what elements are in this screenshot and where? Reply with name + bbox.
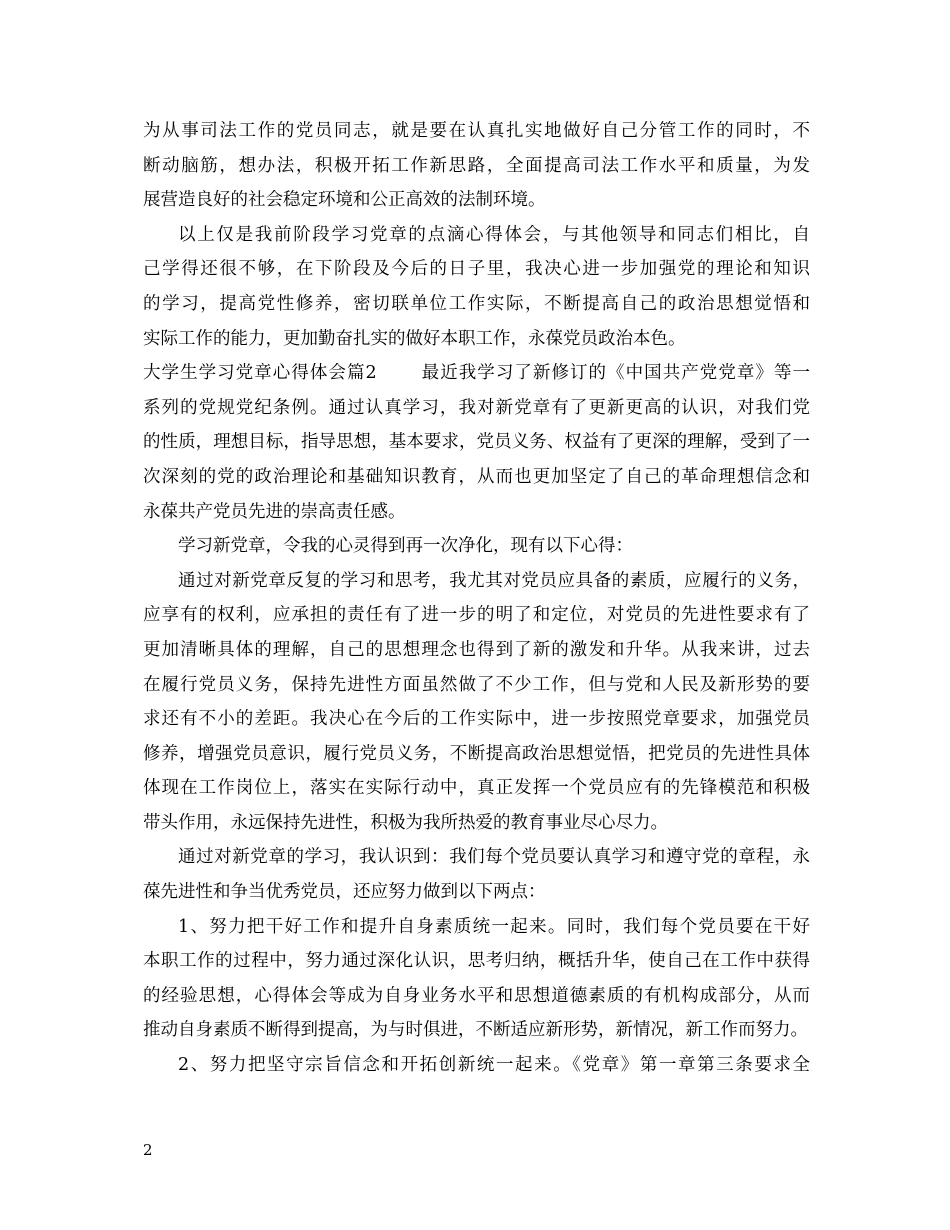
text-line: 为从事司法工作的党员同志，就是要在认真扎实地做好自己分管工作的同时，不 [143,121,810,141]
text-line: 的性质，理想目标，指导思想，基本要求，党员义务、权益有了更深的理解，受到了一 [143,432,810,453]
text-line: 在履行党员义务，保持先进性方面虽然做了不少工作，但与党和人民及新形势的要 [143,674,810,695]
heading-continuation: 最近我学习了新修订的《中国共产党党章》等一 [420,363,811,384]
text-line: 本职工作的过程中，努力通过深化认识，思考归纳，概括升华，使自己在工作中获得 [143,951,810,972]
text-line: 1、努力把干好工作和提升自身素质统一起来。同时，我们每个党员要在干好 [178,916,810,937]
text-line: 的学习，提高党性修养，密切联单位工作实际，不断提高自己的政治思想觉悟和 [143,293,810,314]
text-line: 己学得还很不够，在下阶段及今后的日子里，我决心进一步加强党的理论和知识 [143,259,810,280]
section-heading: 大学生学习党章心得体会篇2 [143,363,377,384]
text-line: 体现在工作岗位上，落实在实际行动中，真正发挥一个党员应有的先锋模范和积极 [143,778,810,799]
page-number: 2 [143,1141,153,1159]
text-line: 推动自身素质不断得到提高，为与时俱进，不断适应新形势，新情况，新工作而努力。 [143,1020,808,1041]
text-line: 葆先进性和争当优秀党员，还应努力做到以下两点： [143,882,546,903]
text-line: 断动脑筋，想办法，积极开拓工作新思路，全面提高司法工作水平和质量，为发 [143,155,810,176]
text-line: 永葆共产党员先进的崇高责任感。 [143,501,406,522]
text-line: 展营造良好的社会稳定环境和公正高效的法制环境。 [143,190,546,211]
text-line: 系列的党规党纪条例。通过认真学习，我对新党章有了更新更高的认识，对我们党 [143,397,810,418]
text-line: 实际工作的能力，更加勤奋扎实的做好本职工作，永葆党员政治本色。 [143,328,686,349]
text-line: 通过对新党章的学习，我认识到：我们每个党员要认真学习和遵守党的章程，永 [178,847,810,868]
text-line: 次深刻的党的政治理论和基础知识教育，从而也更加坚定了自己的革命理想信念和 [143,466,810,487]
text-line: 修养，增强党员意识，履行党员义务，不断提高政治思想觉悟，把党员的先进性具体 [143,743,810,764]
text-line: 学习新党章，令我的心灵得到再一次净化，现有以下心得： [178,536,633,557]
text-line: 更加清晰具体的理解，自己的思想理念也得到了新的激发和升华。从我来讲，过去 [143,639,810,660]
text-line: 以上仅是我前阶段学习党章的点滴心得体会，与其他领导和同志们相比，自 [178,224,810,245]
section-heading-line [143,356,810,391]
document-body [143,114,810,1083]
text-line: 的经验思想，心得体会等成为自身业务水平和思想道德素质的有机构成部分，从而 [143,985,810,1006]
text-line: 带头作用，永远保持先进性，积极为我所热爱的教育事业尽心尽力。 [143,812,668,833]
text-line: 通过对新党章反复的学习和思考，我尤其对党员应具备的素质，应履行的义务， [178,570,810,591]
text-line: 2、努力把坚守宗旨信念和开拓创新统一起来。《党章》第一章第三条要求全 [178,1055,810,1076]
text-line: 求还有不小的差距。我决心在今后的工作实际中，进一步按照党章要求，加强党员 [143,709,810,730]
text-line: 应享有的权利，应承担的责任有了进一步的明了和定位，对党员的先进性要求有了 [143,605,810,626]
